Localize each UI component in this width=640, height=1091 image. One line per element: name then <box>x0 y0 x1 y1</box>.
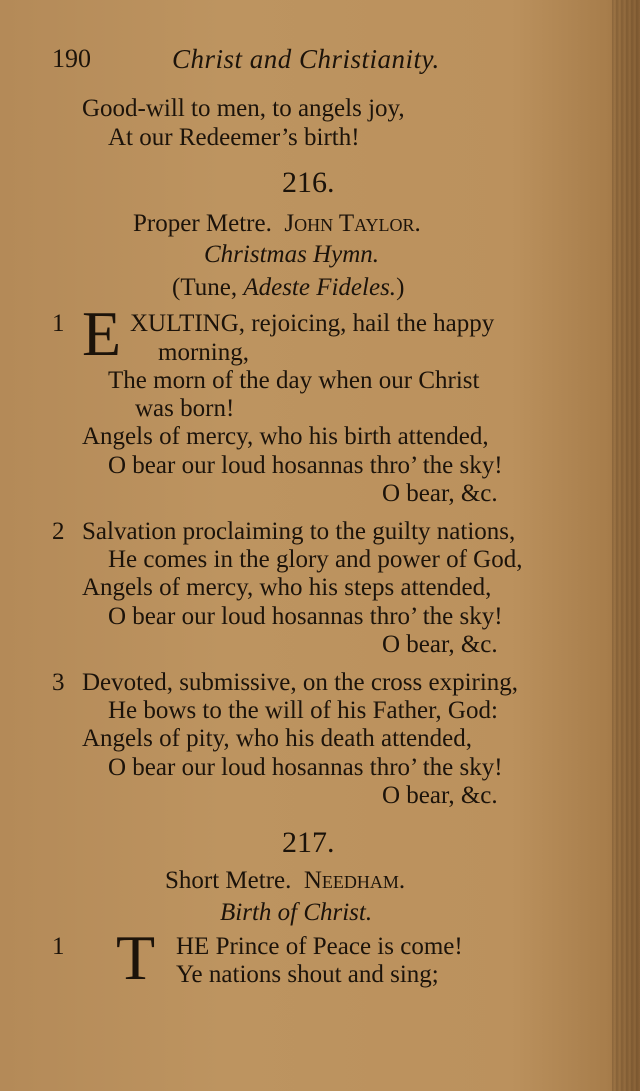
hymn-author: Needham. <box>303 867 406 894</box>
drop-cap: T <box>116 922 156 993</box>
hymn-metre: Short Metre. Needham. <box>165 867 406 894</box>
verse-line: Angels of mercy, who his steps attended, <box>82 574 492 601</box>
running-title: Christ and Christianity. <box>172 44 440 74</box>
verse-line: O bear our loud hosannas thro’ the sky! <box>108 452 503 479</box>
stanza-number: 1 <box>52 933 65 960</box>
refrain-line: O bear, &c. <box>382 480 498 507</box>
verse-line: O bear our loud hosannas thro’ the sky! <box>108 603 503 630</box>
stanza-number: 1 <box>52 310 65 337</box>
hymn-metre: Proper Metre. John Taylor. <box>133 210 421 237</box>
verse-line: Devoted, submissive, on the cross expiring, <box>82 669 519 696</box>
verse-line: XULTING, rejoicing, hail the happy <box>130 310 495 337</box>
verse-line: Angels of pity, who his death attended, <box>82 725 472 752</box>
verse-line: He bows to the will of his Father, God: <box>108 697 498 724</box>
hymn-title: Christmas Hymn. <box>204 241 380 268</box>
drop-cap: E <box>82 298 122 369</box>
hymn-author: John Taylor. <box>284 210 421 237</box>
verse-line: The morn of the day when our Christ <box>108 367 480 394</box>
hymn-title: Birth of Christ. <box>220 899 373 926</box>
stanza-number: 2 <box>52 518 65 545</box>
page-number: 190 <box>52 44 91 73</box>
verse-line: Ye nations shout and sing; <box>176 961 439 988</box>
hymn-number: 216. <box>282 166 335 199</box>
tune-name: Adeste Fideles. <box>243 274 397 301</box>
verse-line: morning, <box>158 339 249 366</box>
verse-line: Angels of mercy, who his birth attended, <box>82 423 489 450</box>
verse-line: was born! <box>135 395 235 422</box>
hymn-tune: (Tune, Adeste Fideles.) <box>172 274 405 301</box>
verse-line: He comes in the glory and power of God, <box>108 546 523 573</box>
verse-line: At our Redeemer’s birth! <box>108 124 360 151</box>
page-edge-shadow <box>612 0 640 1091</box>
verse-line: Good-will to men, to angels joy, <box>82 95 405 122</box>
hymn-number: 217. <box>282 826 335 859</box>
verse-line: HE Prince of Peace is come! <box>176 933 463 960</box>
stanza-number: 3 <box>52 669 65 696</box>
verse-line: O bear our loud hosannas thro’ the sky! <box>108 754 503 781</box>
verse-line: Salvation proclaiming to the guilty nations, <box>82 518 516 545</box>
refrain-line: O bear, &c. <box>382 782 498 809</box>
refrain-line: O bear, &c. <box>382 631 498 658</box>
